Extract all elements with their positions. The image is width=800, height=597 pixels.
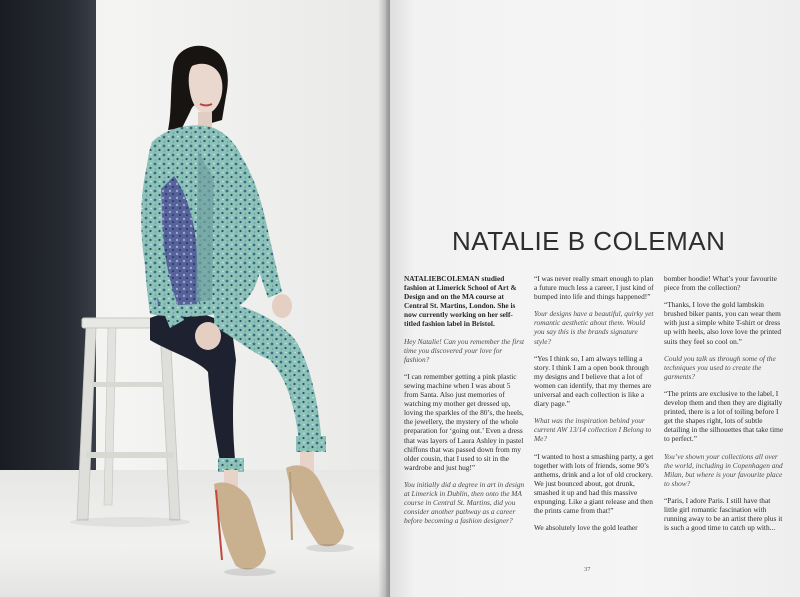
question: You initially did a degree in art in design at Limerick in Dublin, then onto the MA course in Central St. Martins, did you consider another pathway as a career before becoming a fashion designer?: [404, 479, 525, 526]
article-column-2: [534, 274, 655, 574]
answer: “The prints are exclusive to the label, I develop them and then they are digitally printed, there is a lot of toiling before I get the shapes right, lots of subtle detailing in the silhouettes that take time to perfect.”: [664, 388, 784, 444]
answer: “I can remember getting a pink plastic sewing machine when I was about 5 from Santa. Also just memories of watching my mother get dressed up, loving the sparkles of the 80’s, the heels, the jewellery, the mystery of the whole preparation for ‘going out.’ Even a dress that was layers of Laura Ashley in pastel chiffons that was passed down from my older cousin, that I used to sit in the wardrobe and just hug!”: [404, 371, 524, 472]
article-column-1: [404, 274, 525, 574]
question: You’ve shown your collections all over the world, including in Copenhagen and Milan, but where is your favourite place to show?: [664, 451, 783, 488]
paragraph: We absolutely love the gold leather: [534, 523, 638, 533]
paragraph: bomber hoodie! What’s your favourite piece from the collection?: [664, 274, 777, 293]
fashion-photo: [0, 0, 386, 597]
answer: “Thanks, I love the gold lambskin brushed biker pants, you can wear them with just a simple white T-shirt or dress up with heels, also love love the printed suits they feel so cool on.”: [664, 300, 782, 346]
answer: “Yes I think so, I am always telling a story. I think I am a open book through my designs and I believe that a lot of women can identify, that my themes are universal and each collection is like a diary page.”: [534, 353, 652, 409]
question: Hey Natalie! Can you remember the first time you discovered your love for fashion?: [404, 336, 525, 364]
question: Could you talk us through some of the techniques you used to create the garments?: [664, 353, 776, 381]
photo-page: [0, 0, 386, 597]
article-column-3: [664, 274, 785, 574]
article-page: [390, 0, 800, 597]
question: What was the inspiration behind your current AW 13/14 collection I Belong to Me?: [534, 416, 652, 444]
article-columns: [404, 274, 794, 574]
intro-paragraph: NATALIEBCOLEMAN studied fashion at Limerick School of Art & Design and on the MA course at Central St. Martins, London. She is now currently working on her self-titled fashion label in Bristol.: [404, 274, 517, 329]
article-headline: NATALIE B COLEMAN: [452, 226, 726, 256]
question: Your designs have a beautiful, quirky yet romantic aesthetic about them. Would you say this is the brands signature style?: [534, 309, 654, 346]
answer: “I wanted to host a smashing party, a get together with lots of friends, some 90’s anthems, drink and a lot of old crockery. We just bounced about, got drunk, smashed it up and had this massive expunging. Like a giant release and then the prints came from that!”: [534, 451, 654, 516]
page-number: 37: [584, 566, 591, 573]
answer: “I was never really smart enough to plan a future much less a career, I just kind of bumped into life and things happened!”: [534, 274, 654, 302]
answer: “Paris, I adore Paris. I still have that little girl romantic fascination with running away to be an artist there plus it is such a good time to catch up with...: [664, 495, 783, 533]
